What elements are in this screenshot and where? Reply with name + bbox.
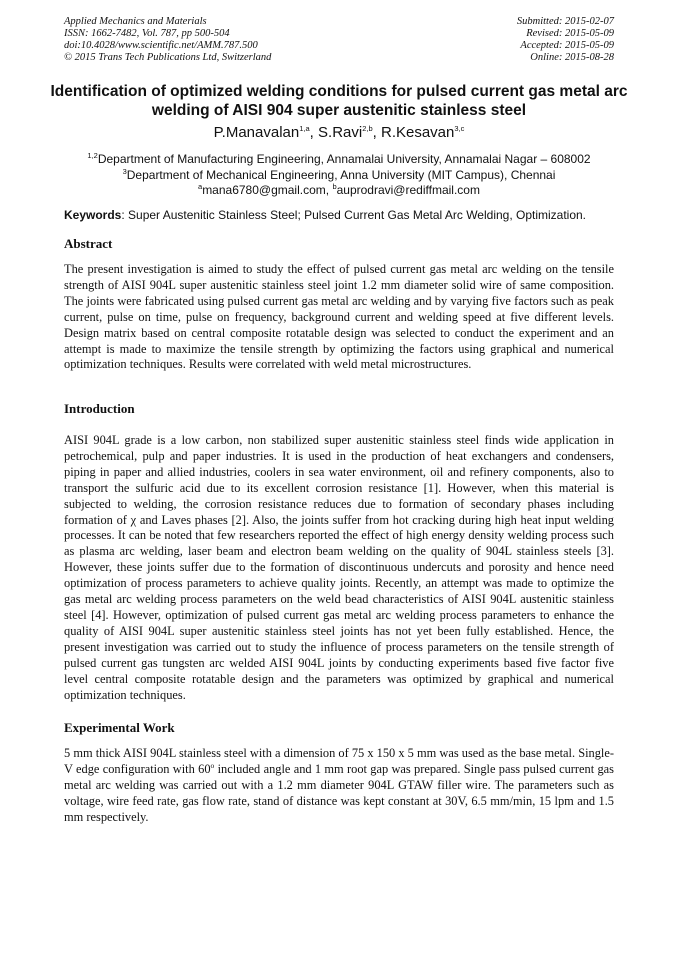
affiliation-superscript: 1,2: [87, 151, 98, 160]
keywords-text: : Super Austenitic Stainless Steel; Pulsed Current Gas Metal Arc Welding, Optimization.: [121, 208, 587, 222]
abstract-heading: Abstract: [64, 236, 113, 251]
author-emails: [40, 183, 638, 199]
email-superscript: a: [198, 182, 203, 191]
experimental-text-part: 5 mm thick AISI 904L stainless steel with a dimension of 75 x 150 x 5 mm was used as the base metal. Single-V edge configuration with 60: [64, 746, 614, 776]
experimental-text-part: included angle and 1 mm root gap was prepared. Single pass pulsed current gas metal arc welding was carried out with a 1.2 mm diameter 904L GTAW filler wire. The parameters such as voltage, wire feed rate, gas flow rate, stand of distance was kept constant at 30V, 6.5 mm/min, 15 lpm and 1.5 mm respectively.: [64, 761, 614, 824]
affiliation-superscript: 3: [122, 166, 127, 176]
keywords: [64, 208, 614, 223]
header-left: [64, 16, 271, 64]
affiliations: [40, 152, 638, 199]
copyright: © 2015 Trans Tech Publications Ltd, Switzerland: [64, 52, 272, 63]
affiliation-2: [40, 168, 638, 184]
affiliation-text: Department of Manufacturing Engineering, Annamalai University, Annamalai Nagar – 608002: [97, 152, 591, 166]
affiliation-text: Department of Mechanical Engineering, Anna University (MIT Campus), Chennai: [126, 167, 556, 182]
accepted-date: Accepted: 2015-05-09: [520, 40, 614, 51]
paper-title: Identification of optimized welding conditions for pulsed current gas metal arc welding of AISI 904 super austenitic stainless steel: [50, 83, 628, 119]
revised-date: Revised: 2015-05-09: [526, 28, 614, 39]
introduction-text: AISI 904L grade is a low carbon, non stabilized super austenitic stainless steel finds wide application in petrochemical, pulp and paper industries. It is used in the production of heat exchangers and condensers, piping in paper and allied industries, coolers in sea water environment, oil and refinery components, also to transport the sulfuric acid due to its excellent corrosion resistance [1]. However, when this material is subjected to welding, the corrosion resistance reduces due to formation of secondary phases including formation of χ and Laves phases [2]. Also, the joints suffer from hot cracking during high heat input welding processes. It can be noted that few researchers reported the effect of high energy density welding process such as plasma arc welding, laser beam and electron beam welding on the quality of 904L stainless steels [3]. However, these joints suffer due to the formation of discontinuous undercuts and porosity and hence need optimization of process parameters to achieve quality joints. Recently, an attempt was made to optimize the gas metal arc welding process parameters on the weld bead characteristics of AISI 904L austenitic stainless steel [4]. However, optimization of pulsed current gas metal arc welding process parameters to enhance the quality of AISI 904L super austenitic stainless steel joints has not yet been fully established. Hence, the present investigation was carried out to study the influence of process parameters on the tensile strength of pulsed current gas tungsten arc welded AISI 904L joints by conducting experiments based five factor five level central composite rotatable design and the parameters was optimized by graphical and numerical optimization techniques.: [64, 433, 614, 702]
author-superscript: 3,c: [454, 124, 465, 133]
affiliation-1: [40, 152, 638, 168]
abstract-text: The present investigation is aimed to study the effect of pulsed current gas metal arc welding on the tensile strength of AISI 904L super austenitic stainless steel joint 1.2 mm diameter solid wire of same composition. The joints were fabricated using pulsed current gas metal arc welding and by varying five factors such as peak current, pulse on time, pulse on frequency, background current and welding speed at five different levels. Design matrix based on central composite rotatable design was selected to conduct the experiment and an attempt is made to maximize the tensile strength by optimizing the factors using graphical and numerical optimization techniques. Results were correlated with weld metal microstructures.: [64, 262, 614, 372]
author-separator: ,: [309, 124, 319, 141]
online-date: Online: 2015-08-28: [530, 52, 614, 63]
issn-volume: ISSN: 1662-7482, Vol. 787, pp 500-504: [64, 28, 230, 39]
email-superscript: b: [332, 182, 337, 191]
introduction-heading: Introduction: [64, 401, 135, 416]
email-link[interactable]: auprodravi@rediffmail.com: [336, 183, 480, 197]
author-separator: ,: [372, 124, 381, 141]
author-name: S.Ravi: [318, 124, 363, 141]
submitted-date: Submitted: 2015-02-07: [516, 16, 614, 27]
author-list: [40, 123, 638, 143]
experimental-heading: Experimental Work: [64, 720, 175, 735]
degree-superscript: o: [210, 760, 215, 770]
journal-name: Applied Mechanics and Materials: [64, 16, 207, 27]
experimental-text: [64, 746, 614, 826]
author-name: P.Manavalan: [213, 124, 300, 141]
author-superscript: 1,a: [299, 124, 310, 133]
doi: doi:10.4028/www.scientific.net/AMM.787.500: [64, 40, 258, 51]
author-superscript: 2,b: [362, 124, 373, 133]
running-header: [64, 16, 614, 64]
author-name: R.Kesavan: [380, 124, 455, 141]
email-link[interactable]: mana6780@gmail.com,: [202, 183, 333, 197]
keywords-label: Keywords: [64, 208, 122, 222]
header-right: [517, 16, 614, 64]
